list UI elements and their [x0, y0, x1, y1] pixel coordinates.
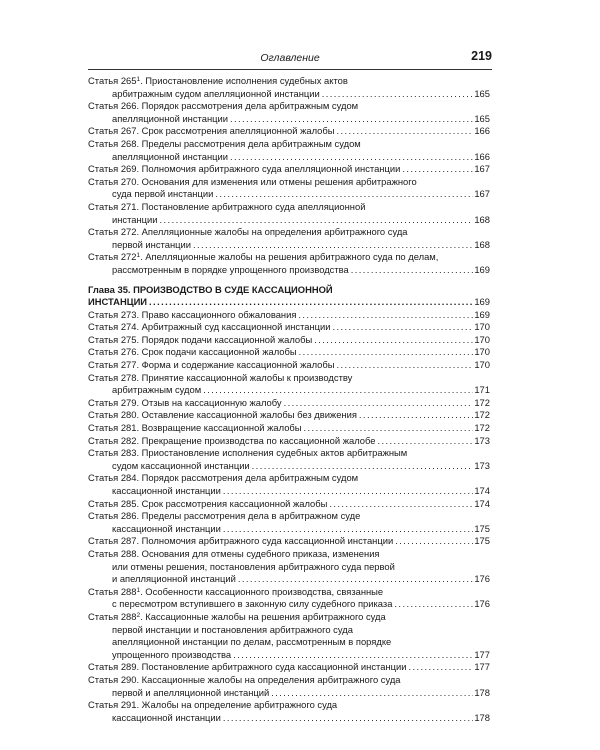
- toc-entry-text: первой инстанции . . .: [112, 239, 473, 250]
- toc-entry-text: апелляционной инстанции . . .: [112, 113, 473, 124]
- toc-entry-text: Статья 281. Возвращение кассационной жалобы . . .: [88, 422, 473, 433]
- toc-entry-last-line: [88, 535, 490, 548]
- toc-entry: [88, 346, 490, 359]
- toc-page-number: 175: [474, 522, 490, 534]
- toc-entry-last-line: [88, 239, 490, 252]
- toc-entry-last-line: [88, 113, 490, 126]
- toc-entry-line: Статья $265^1$. Приостановление исполнения судебных актов: [88, 75, 348, 86]
- toc-page-number: 172: [474, 422, 490, 434]
- toc-entry-line: или отмены решения, постановления арбитражного суда первой: [112, 560, 395, 572]
- toc-entry-last-line: [88, 359, 490, 372]
- toc-entry-line: Статья $288^1$. Особенности кассационного производства, связанные: [88, 585, 384, 597]
- toc-page-number: 172: [474, 409, 490, 421]
- toc-entry-line: Статья 272. Апелляционные жалобы на определения арбитражного суда: [88, 226, 408, 238]
- toc-entry-text: Статья 274. Арбитражный суд кассационной инстанции . . .: [88, 321, 473, 332]
- toc-page-number: 173: [474, 434, 490, 446]
- toc-entry-line: Статья 291. Жалобы на определение арбитражного суда: [88, 699, 338, 711]
- toc-entry-last-line: [88, 334, 490, 347]
- toc-entry: [88, 409, 490, 422]
- toc-entry-text: Статья 287. Полномочия арбитражного суда кассационной инстанции . . .: [88, 535, 473, 546]
- toc-page-number: 170: [474, 346, 490, 358]
- toc-entry: [88, 510, 490, 535]
- toc-entry: [88, 251, 490, 276]
- toc-entry-text: Статья 267. Срок рассмотрения апелляционной жалобы . . .: [88, 125, 473, 136]
- toc-entry: [88, 611, 490, 661]
- toc-entry-last-line: [88, 346, 490, 359]
- toc-entry: [88, 100, 490, 125]
- toc-entry-text: кассационной инстанции . . .: [112, 485, 473, 496]
- page-header: [88, 49, 492, 68]
- toc-page-number: 170: [474, 321, 490, 333]
- toc-page-number: 177: [474, 661, 490, 673]
- toc-page-number: 165: [474, 112, 490, 124]
- toc-entry-text: Статья 280. Оставление кассационной жалобы без движения . . .: [88, 409, 473, 420]
- dot-leader: [88, 163, 473, 176]
- toc-entry-last-line: [88, 214, 490, 227]
- toc-entry-text: Статья 289. Постановление арбитражного суда кассационной инстанции . . .: [88, 661, 473, 672]
- toc-chapter-heading: [88, 284, 490, 309]
- dot-leader: [88, 321, 473, 334]
- toc-entry: [88, 75, 490, 100]
- toc-entry-text: инстанции . . .: [112, 214, 473, 225]
- toc-entry-line: Статья 278. Принятие кассационной жалобы к производству: [88, 371, 353, 383]
- page-number: 219: [471, 49, 492, 63]
- toc-entry: [88, 334, 490, 347]
- toc-entry-last-line: [88, 661, 490, 674]
- toc-page-number: 172: [474, 396, 490, 408]
- toc-entry-last-line: [88, 712, 490, 725]
- toc-page-number: 169: [474, 263, 490, 275]
- toc-entry-line: Статья 270. Основания для изменения или отмены решения арбитражного: [88, 175, 417, 187]
- toc-entry-last-line: [88, 88, 490, 101]
- toc-entry-text: апелляционной инстанции . . .: [112, 151, 473, 162]
- toc-entry-last-line: [88, 422, 490, 435]
- toc-page-number: 178: [474, 686, 490, 698]
- toc-page-number: 175: [474, 535, 490, 547]
- dot-leader: [112, 113, 473, 126]
- running-title: Оглавление: [260, 52, 320, 64]
- toc-entry: [88, 699, 490, 724]
- dot-leader: [88, 296, 473, 309]
- dot-leader: [88, 535, 473, 548]
- toc-entry-last-line: [88, 649, 490, 662]
- dot-leader: [112, 598, 473, 611]
- toc-entry-last-line: [88, 151, 490, 164]
- toc-entry-text: первой и апелляционной инстанций . . .: [112, 687, 473, 698]
- toc-entry-last-line: [88, 498, 490, 511]
- dot-leader: [88, 422, 473, 435]
- toc-page-number: 176: [474, 573, 490, 585]
- toc-entry-text: кассационной инстанции . . .: [112, 712, 473, 723]
- dot-leader: [112, 384, 473, 397]
- toc-entry: [88, 138, 490, 163]
- dot-leader: [112, 188, 473, 201]
- toc-entry-text: Статья 277. Форма и содержание кассационной жалобы . . .: [88, 359, 473, 370]
- toc-entry-text: Статья 285. Срок рассмотрения кассационной жалобы . . .: [88, 498, 473, 509]
- toc-page-number: 177: [474, 648, 490, 660]
- dot-leader: [112, 264, 473, 277]
- dot-leader: [88, 346, 473, 359]
- toc-entry-line: Статья 268. Пределы рассмотрения дела арбитражным судом: [88, 137, 361, 149]
- toc-page-number: 167: [474, 163, 490, 175]
- toc-entry: [88, 435, 490, 448]
- toc-entry: [88, 548, 490, 586]
- toc-entry-line: первой инстанции и постановления арбитражного суда: [112, 623, 353, 635]
- toc-entry-text: судом кассационной инстанции . . .: [112, 460, 473, 471]
- toc-entry-line: Статья $272^1$. Апелляционные жалобы на решения арбитражного суда по делам,: [88, 251, 439, 263]
- dot-leader: [112, 712, 473, 725]
- toc-entry: [88, 163, 490, 176]
- toc-entry-line: Статья 271. Постановление арбитражного суда апелляционной: [88, 200, 366, 212]
- dot-leader: [112, 573, 473, 586]
- toc-page-number: 167: [474, 188, 490, 200]
- toc-entry-text: Статья 279. Отзыв на кассационную жалобу . . .: [88, 397, 473, 408]
- toc-entry-text: ИНСТАНЦИИ . . .: [88, 296, 473, 307]
- toc-entry: [88, 472, 490, 497]
- toc-entry-last-line: [88, 397, 490, 410]
- toc-entry: [88, 309, 490, 322]
- toc-entry-line: Глава 35. ПРОИЗВОДСТВО В СУДЕ КАССАЦИОННОЙ: [88, 283, 333, 295]
- toc-entry: [88, 321, 490, 334]
- dot-leader: [112, 687, 473, 700]
- toc-entry-line: Статья 290. Кассационные жалобы на определения арбитражного суда: [88, 673, 401, 685]
- toc-entry-last-line: [88, 125, 490, 138]
- toc-entry-text: Статья 282. Прекращение производства по кассационной жалобе . . .: [88, 435, 473, 446]
- toc-page-number: 174: [474, 485, 490, 496]
- toc-entry: [88, 498, 490, 511]
- toc-page-number: 178: [474, 711, 490, 723]
- toc-entry-text: и апелляционной инстанций . . .: [112, 573, 473, 584]
- toc-entry-text: с пересмотром вступившего в законную силу судебного приказа . . .: [112, 598, 473, 609]
- table-of-contents: [88, 75, 490, 724]
- dot-leader: [88, 498, 473, 511]
- toc-entry-last-line: [88, 435, 490, 448]
- toc-entry-text: Статья 276. Срок подачи кассационной жалобы . . .: [88, 346, 473, 357]
- toc-entry-text: Статья 269. Полномочия арбитражного суда апелляционной инстанции . . .: [88, 163, 473, 174]
- toc-entry-line: апелляционной инстанции по делам, рассмотренным в порядке: [112, 636, 392, 648]
- toc-page-number: 170: [474, 359, 490, 371]
- toc-entry-last-line: [88, 188, 490, 201]
- toc-page-number: 170: [474, 333, 490, 345]
- toc-entry-last-line: [88, 409, 490, 422]
- dot-leader: [88, 409, 473, 422]
- toc-entry: [88, 201, 490, 226]
- toc-entry-text: упрощенного производства . . .: [112, 649, 473, 660]
- toc-entry: [88, 535, 490, 548]
- toc-entry: [88, 226, 490, 251]
- toc-entry-line: Статья 266. Порядок рассмотрения дела арбитражным судом: [88, 100, 359, 112]
- toc-entry: [88, 422, 490, 435]
- dot-leader: [88, 435, 473, 448]
- toc-entry-line: Статья 286. Пределы рассмотрения дела в арбитражном суде: [88, 510, 361, 522]
- toc-entry-last-line: [88, 485, 490, 498]
- dot-leader: [112, 88, 473, 101]
- toc-entry-last-line: [88, 163, 490, 176]
- header-rule: [88, 69, 492, 70]
- toc-entry-text: кассационной инстанции . . .: [112, 523, 473, 534]
- toc-entry-text: арбитражным судом апелляционной инстанции . . .: [112, 88, 473, 99]
- toc-entry-last-line: [88, 460, 490, 473]
- dot-leader: [88, 309, 473, 322]
- toc-entry-last-line: [88, 296, 490, 309]
- toc-entry-text: Статья 273. Право кассационного обжалования . . .: [88, 309, 473, 320]
- toc-entry-text: арбитражным судом . . .: [112, 384, 473, 395]
- toc-entry: [88, 661, 490, 674]
- toc-page-number: 174: [474, 497, 490, 509]
- dot-leader: [88, 125, 473, 138]
- toc-page-number: 171: [474, 384, 490, 396]
- toc-entry-last-line: [88, 523, 490, 536]
- dot-leader: [112, 523, 473, 536]
- dot-leader: [88, 397, 473, 410]
- toc-page-number: 165: [474, 87, 490, 99]
- dot-leader: [112, 239, 473, 252]
- dot-leader: [112, 214, 473, 227]
- toc-page-number: 169: [474, 308, 490, 320]
- toc-entry: [88, 176, 490, 201]
- dot-leader: [112, 151, 473, 164]
- toc-page-number: 168: [474, 213, 490, 225]
- toc-page-number: 168: [474, 238, 490, 250]
- toc-entry-text: рассмотренным в порядке упрощенного производства . . .: [112, 264, 473, 275]
- toc-page-number: 173: [474, 459, 490, 471]
- toc-page-number: 169: [474, 296, 490, 308]
- dot-leader: [112, 649, 473, 662]
- toc-entry-last-line: [88, 309, 490, 322]
- toc-entry-last-line: [88, 321, 490, 334]
- dot-leader: [88, 661, 473, 674]
- toc-entry: [88, 372, 490, 397]
- toc-entry: [88, 359, 490, 372]
- toc-entry-line: Статья $288^2$. Кассационные жалобы на решения арбитражного суда: [88, 610, 386, 622]
- toc-entry-text: Статья 275. Порядок подачи кассационной жалобы . . .: [88, 334, 473, 345]
- toc-entry-line: Статья 284. Порядок рассмотрения дела арбитражным судом: [88, 472, 359, 484]
- toc-entry-last-line: [88, 687, 490, 700]
- toc-entry-last-line: [88, 598, 490, 611]
- dot-leader: [112, 460, 473, 473]
- toc-page-number: 166: [474, 150, 490, 162]
- toc-entry-last-line: [88, 384, 490, 397]
- toc-entry-line: Статья 283. Приостановление исполнения судебных актов арбитражным: [88, 447, 408, 459]
- toc-entry-text: суда первой инстанции . . .: [112, 188, 473, 199]
- toc-page-number: 176: [474, 598, 490, 610]
- toc-entry: [88, 586, 490, 611]
- toc-entry: [88, 447, 490, 472]
- dot-leader: [112, 485, 473, 498]
- toc-entry-line: Статья 288. Основания для отмены судебного приказа, изменения: [88, 547, 380, 559]
- toc-entry: [88, 397, 490, 410]
- toc-entry-last-line: [88, 573, 490, 586]
- dot-leader: [88, 334, 473, 347]
- toc-entry: [88, 674, 490, 699]
- toc-entry-last-line: [88, 264, 490, 277]
- toc-page-number: 166: [474, 125, 490, 137]
- toc-entry: [88, 125, 490, 138]
- dot-leader: [88, 359, 473, 372]
